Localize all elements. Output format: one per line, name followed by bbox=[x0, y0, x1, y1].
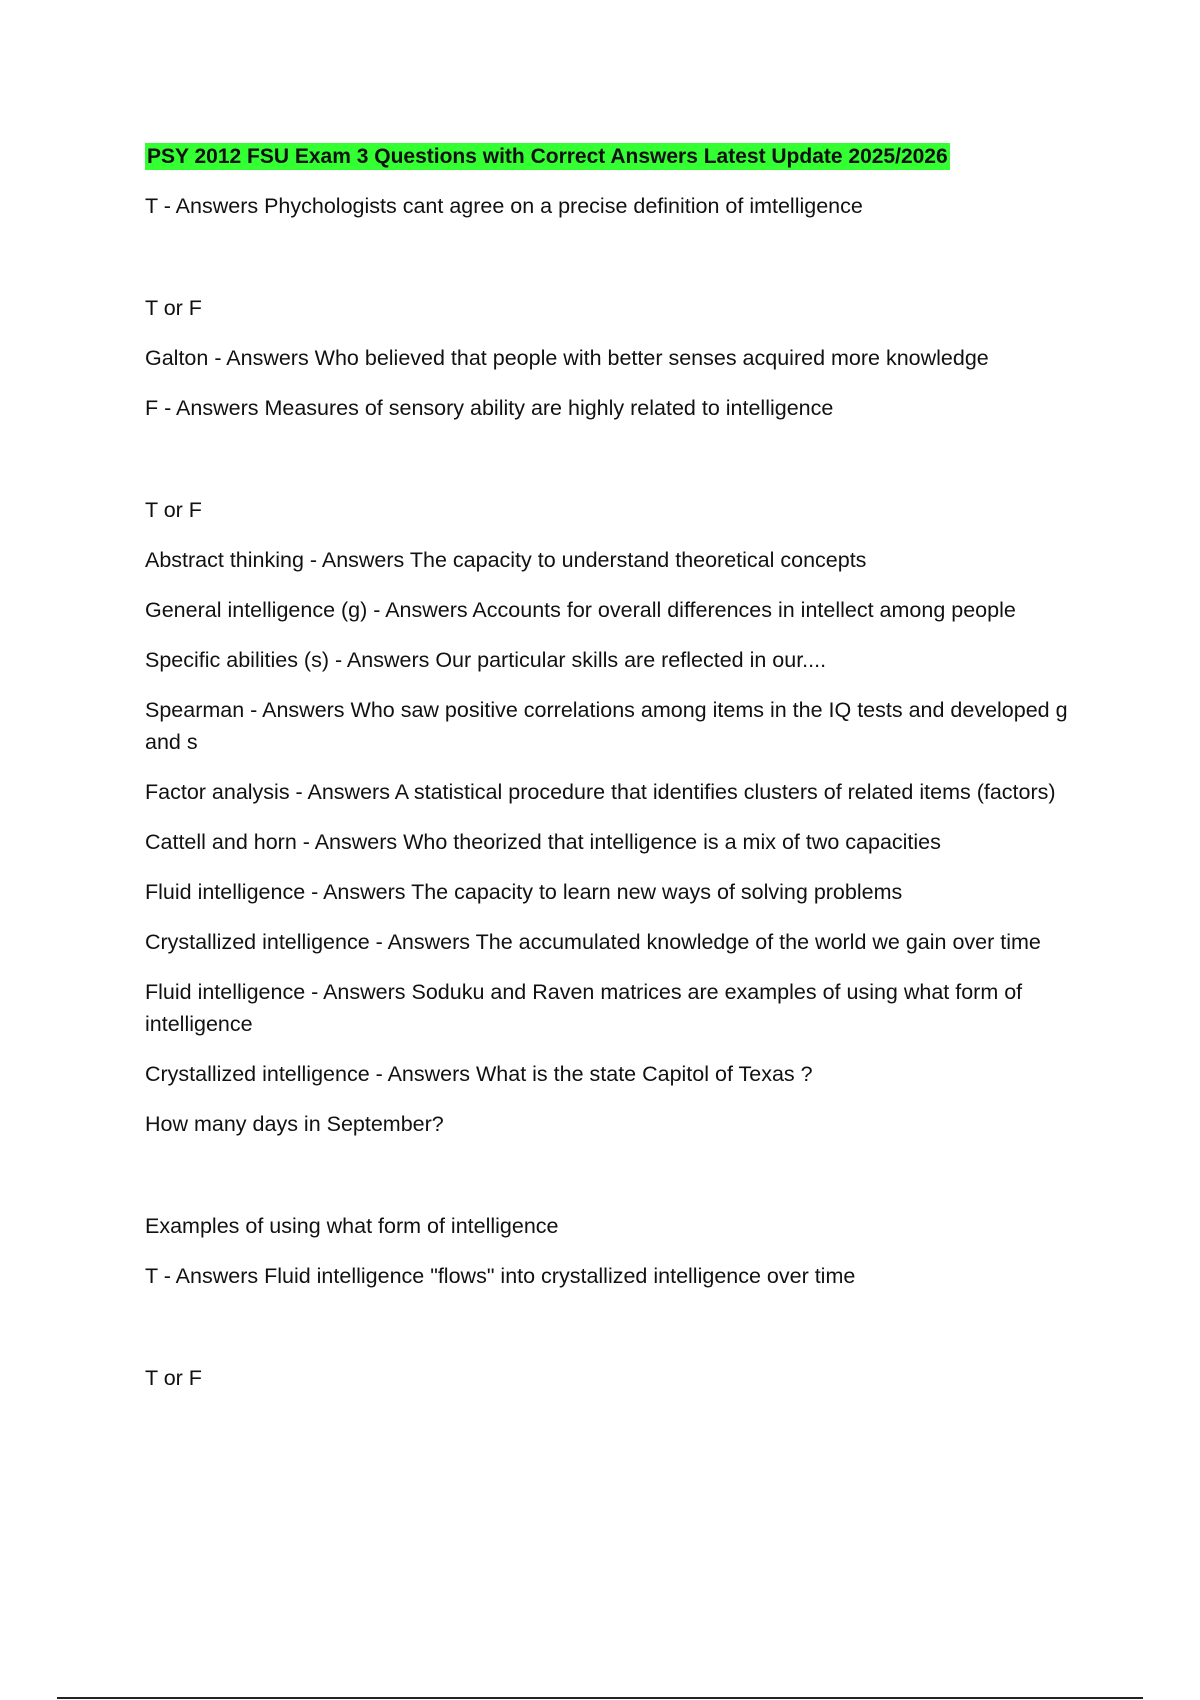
qa-paragraph: Crystallized intelligence - Answers The accumulated knowledge of the world we gain over time bbox=[145, 930, 1041, 954]
qa-paragraph: Factor analysis - Answers A statistical procedure that identifies clusters of related items (factors) bbox=[145, 780, 1056, 804]
qa-paragraph: General intelligence (g) - Answers Accounts for overall differences in intellect among people bbox=[145, 598, 1016, 622]
qa-paragraph: T - Answers Phychologists cant agree on a precise definition of imtelligence bbox=[145, 194, 863, 218]
qa-paragraph: Abstract thinking - Answers The capacity to understand theoretical concepts bbox=[145, 548, 867, 572]
qa-paragraph: Cattell and horn - Answers Who theorized that intelligence is a mix of two capacities bbox=[145, 830, 941, 854]
qa-paragraph: T - Answers Fluid intelligence "flows" into crystallized intelligence over time bbox=[145, 1264, 856, 1288]
document-page bbox=[145, 143, 1085, 1412]
qa-paragraph: T or F bbox=[145, 498, 202, 522]
qa-paragraph: How many days in September? bbox=[145, 1112, 444, 1136]
qa-paragraph: Fluid intelligence - Answers The capacity to learn new ways of solving problems bbox=[145, 880, 903, 904]
qa-paragraph: Fluid intelligence - Answers Soduku and Raven matrices are examples of using what form of intelligence bbox=[145, 980, 1023, 1036]
qa-paragraph: Galton - Answers Who believed that people with better senses acquired more knowledge bbox=[145, 346, 989, 370]
qa-paragraph: Crystallized intelligence - Answers What is the state Capitol of Texas ? bbox=[145, 1062, 813, 1086]
page-bottom-rule bbox=[57, 1697, 1143, 1699]
qa-paragraph: F - Answers Measures of sensory ability are highly related to intelligence bbox=[145, 396, 834, 420]
qa-paragraph: T or F bbox=[145, 296, 202, 320]
qa-paragraph: Spearman - Answers Who saw positive correlations among items in the IQ tests and developed g and s bbox=[145, 698, 1068, 754]
qa-paragraph: Examples of using what form of intelligence bbox=[145, 1214, 559, 1238]
qa-paragraph: T or F bbox=[145, 1366, 202, 1390]
document-title: PSY 2012 FSU Exam 3 Questions with Correct Answers Latest Update 2025/2026 bbox=[147, 145, 948, 168]
qa-paragraph: Specific abilities (s) - Answers Our particular skills are reflected in our.... bbox=[145, 648, 827, 672]
